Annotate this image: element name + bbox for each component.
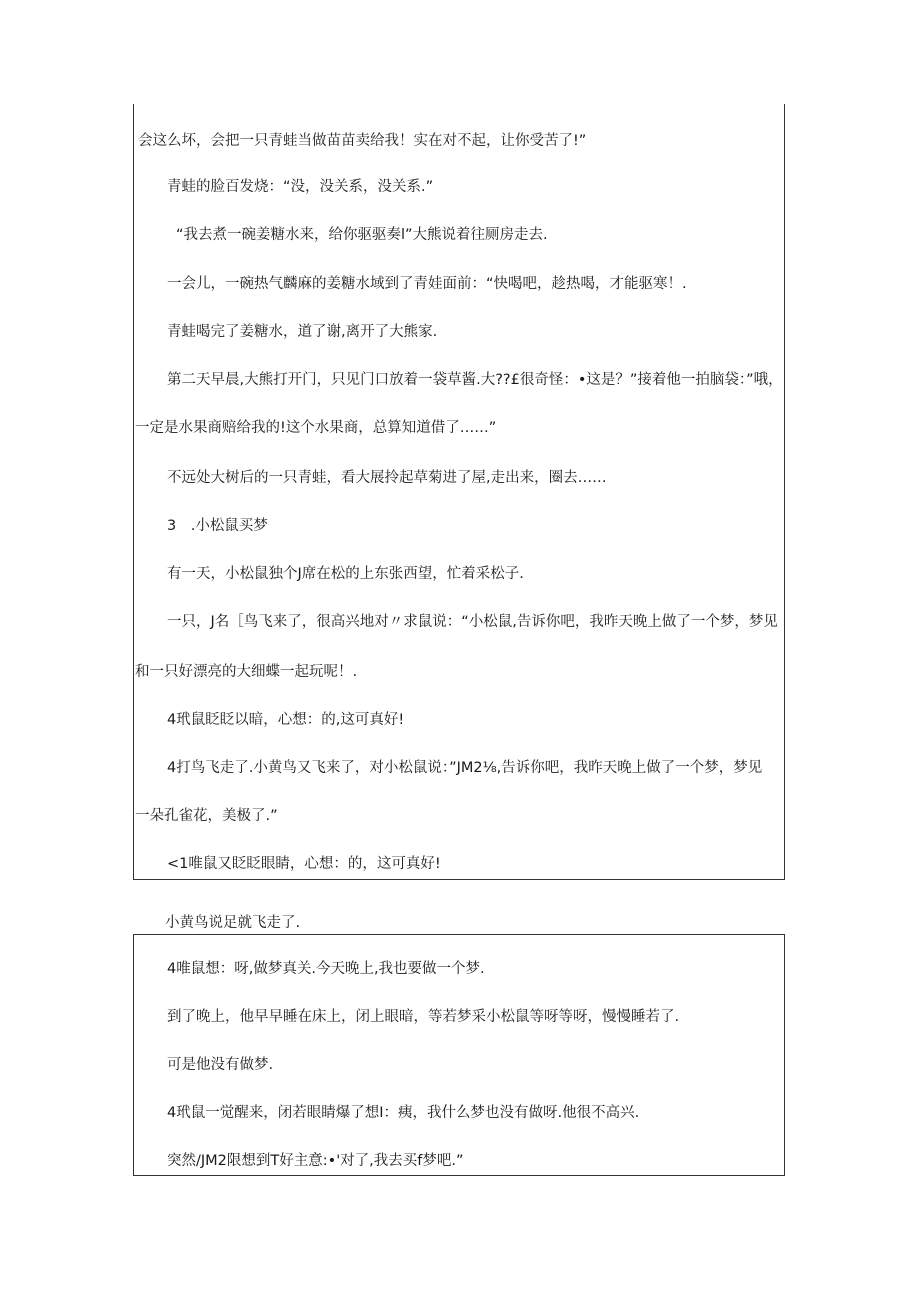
- text-line: 不远处大树后的一只青蛙，看大展拎起草菊进了屋,走出来，圈去……: [167, 470, 607, 486]
- text-line: 4玳鼠眨眨以暗，心想：的,这可真好!: [167, 712, 405, 728]
- text-line: 突然/JM2限想到T好主意:•'对了,我去买f梦吧.”: [167, 1153, 464, 1169]
- text-line: 4玳鼠一觉醒来，闭若眼睛爆了想I：痍，我什么梦也没有做呀.他很不高兴.: [167, 1105, 640, 1121]
- text-line: 一会儿，一碗热气麟麻的姜糖水域到了青娃面前：“快喝吧，趁热喝，才能驱寒！.: [167, 276, 687, 292]
- text-line: 一定是水果商赔给我的!这个水果商，总算知道借了……”: [135, 420, 497, 436]
- text-line: 一只，J名［鸟飞来了，很高兴地对〃求鼠说：“小松鼠,告诉你吧，我昨天晚上做了一个梦，梦见: [167, 614, 778, 630]
- text-line: 第二天早晨,大熊打开门，只见门口放着一袋草酱.大??£很奇怪：•这是？”接着他一拍脑袋：”哦，: [167, 372, 783, 388]
- story-box-bottom: [133, 934, 785, 1176]
- text-line: 4唯鼠想：呀,做梦真关.今天晚上,我也要做一个梦.: [167, 961, 485, 977]
- text-line: 青蛙的脸百发烧：“没，没关系，没关系.”: [167, 179, 434, 195]
- text-line: 一朵孔雀花，美极了.”: [135, 808, 278, 824]
- text-line: 和一只好漂亮的大细蝶一起玩呢！.: [135, 664, 358, 680]
- text-line: 到了晚上，他早早睡在床上，闭上眼暗，等若梦采小松鼠等呀等呀，慢慢睡若了.: [167, 1009, 680, 1025]
- story-box-top: [133, 104, 785, 880]
- section-heading: 3 .小松鼠买梦: [167, 518, 268, 534]
- text-line: <1唯鼠又眨眨眼睛，心想：的，这可真好!: [167, 856, 441, 872]
- text-line: 4打鸟飞走了.小黄鸟又飞来了，对小松鼠说：”JM2⅛,告诉你吧，我昨天晚上做了一个梦，梦见: [167, 760, 763, 776]
- text-line: 青蛙喝完了姜糖水，道了谢,离开了大熊家.: [167, 324, 438, 340]
- text-line: 有一天，小松鼠独个J席在松的上东张西望，忙着采松子.: [167, 566, 524, 582]
- text-line: “我去煮一碗姜糖水来，给你驱驱奏l”大熊说着往厕房走去.: [176, 227, 548, 243]
- text-line-outside: 小黄鸟说足就飞走了.: [165, 915, 301, 931]
- text-line: 会这么坏，会把一只青蛙当做苗苗卖给我！实在对不起，让你受苦了!”: [138, 133, 587, 149]
- text-line: 可是他没有做梦.: [167, 1057, 274, 1073]
